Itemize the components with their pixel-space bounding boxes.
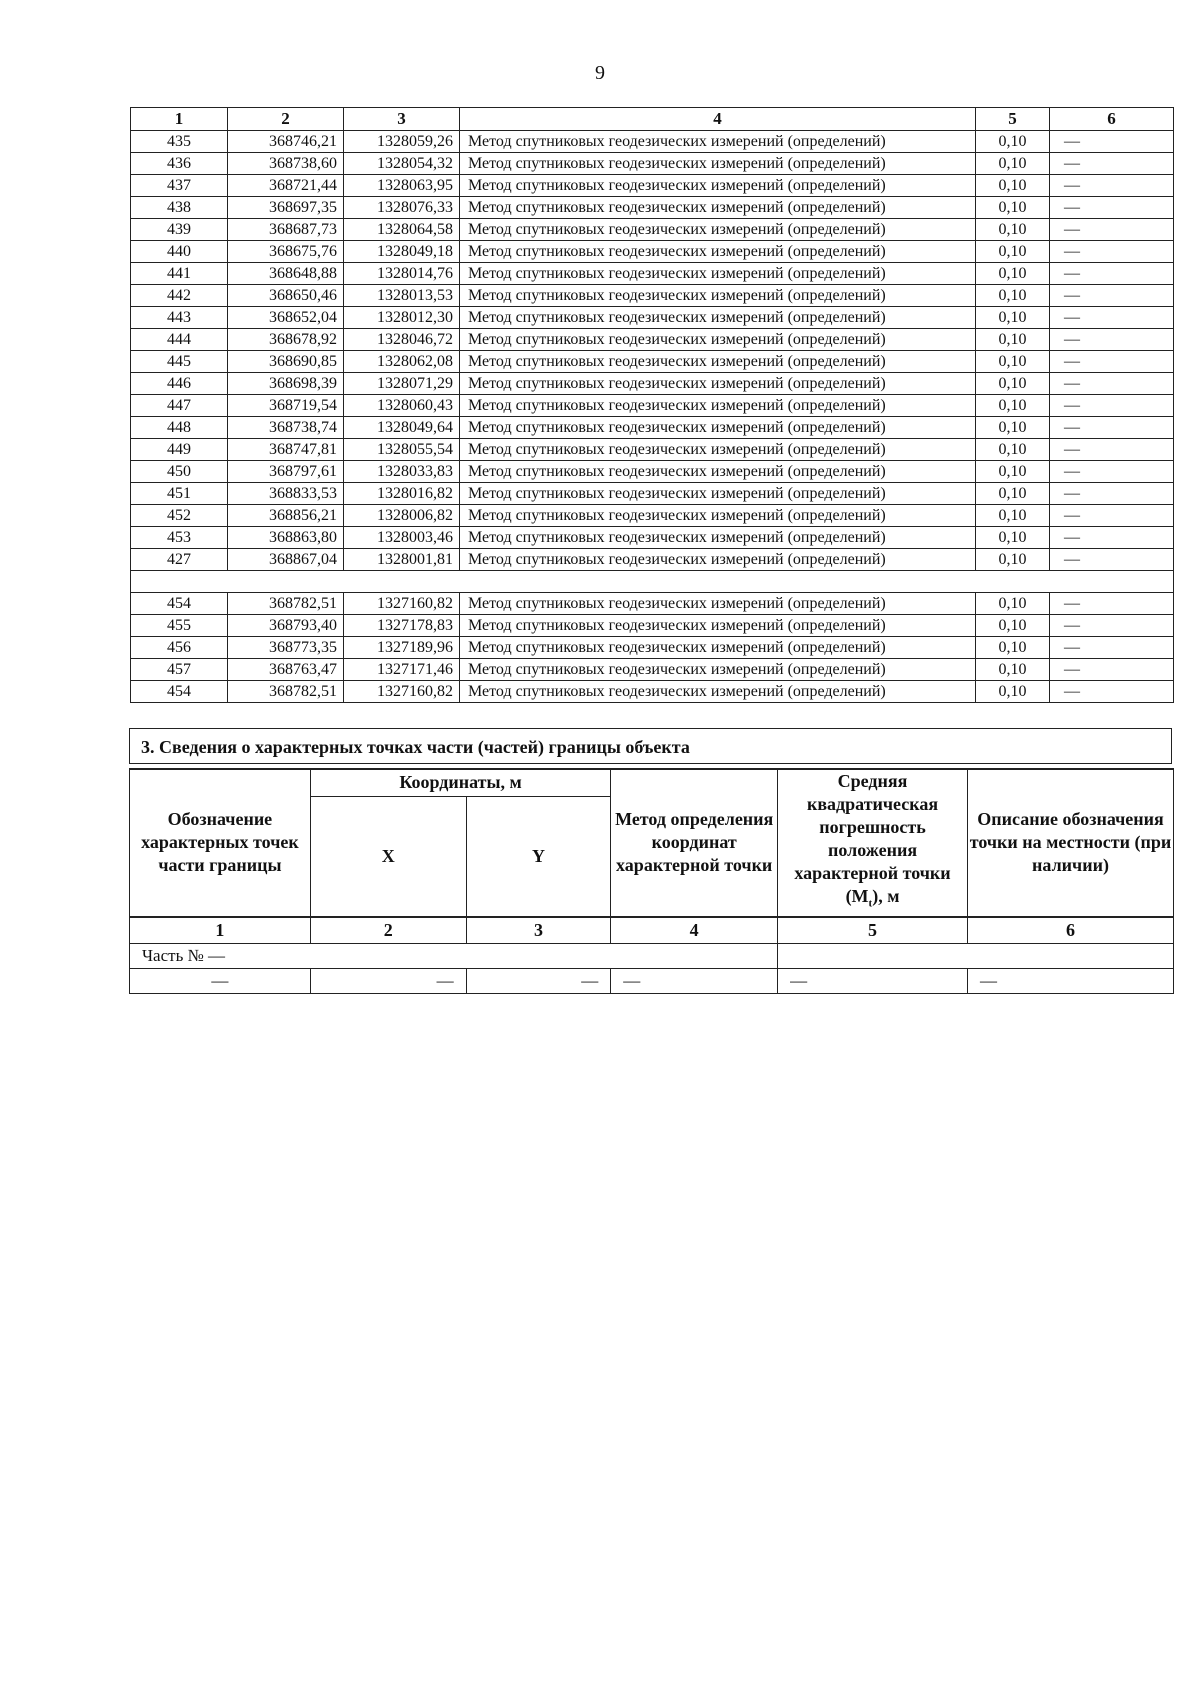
description-cell: —: [1050, 615, 1174, 637]
num-col-2: 2: [310, 917, 466, 944]
y-coordinate-cell: 1328059,26: [344, 131, 460, 153]
point-number-cell: 438: [131, 197, 228, 219]
y-coordinate-cell: 1328076,33: [344, 197, 460, 219]
y-coordinate-cell: 1328064,58: [344, 219, 460, 241]
header-error-main: Средняя квадратическая погрешность положения характерной точки (M: [794, 771, 951, 906]
table-row: [131, 329, 1174, 351]
description-cell: —: [1050, 351, 1174, 373]
point-number-cell: 454: [131, 681, 228, 703]
x-coordinate-cell: 368763,47: [228, 659, 344, 681]
table-row: [131, 615, 1174, 637]
point-number-cell: 447: [131, 395, 228, 417]
accuracy-cell: 0,10: [976, 131, 1050, 153]
table-row: [131, 219, 1174, 241]
accuracy-cell: 0,10: [976, 285, 1050, 307]
description-cell: —: [1050, 175, 1174, 197]
coordinates-table-body: [131, 131, 1174, 703]
method-cell: Метод спутниковых геодезических измерений (определений): [460, 681, 976, 703]
part-empty-row: [130, 968, 1174, 993]
accuracy-cell: 0,10: [976, 395, 1050, 417]
method-cell: Метод спутниковых геодезических измерений (определений): [460, 153, 976, 175]
y-coordinate-cell: 1328003,46: [344, 527, 460, 549]
accuracy-cell: 0,10: [976, 527, 1050, 549]
x-coordinate-cell: 368797,61: [228, 461, 344, 483]
description-cell: —: [1050, 263, 1174, 285]
y-coordinate-cell: 1328049,18: [344, 241, 460, 263]
table-row: [131, 175, 1174, 197]
accuracy-cell: 0,10: [976, 175, 1050, 197]
header-col-3: 3: [344, 108, 460, 131]
x-coordinate-cell: 368863,80: [228, 527, 344, 549]
header-col-6: 6: [1050, 108, 1174, 131]
empty-cell-5: —: [778, 968, 968, 993]
y-coordinate-cell: 1328013,53: [344, 285, 460, 307]
table-row: [131, 483, 1174, 505]
y-coordinate-cell: 1327189,96: [344, 637, 460, 659]
x-coordinate-cell: 368687,73: [228, 219, 344, 241]
description-cell: —: [1050, 461, 1174, 483]
point-number-cell: 454: [131, 593, 228, 615]
x-coordinate-cell: 368648,88: [228, 263, 344, 285]
x-coordinate-cell: 368697,35: [228, 197, 344, 219]
group-separator-cell: [131, 571, 1174, 593]
table-row: [131, 549, 1174, 571]
accuracy-cell: 0,10: [976, 483, 1050, 505]
part-label-row: [130, 943, 1174, 968]
point-number-cell: 437: [131, 175, 228, 197]
description-cell: —: [1050, 307, 1174, 329]
empty-cell-3: —: [466, 968, 611, 993]
table-row: [131, 197, 1174, 219]
method-cell: Метод спутниковых геодезических измерений (определений): [460, 417, 976, 439]
point-number-cell: 445: [131, 351, 228, 373]
accuracy-cell: 0,10: [976, 439, 1050, 461]
method-cell: Метод спутниковых геодезических измерений (определений): [460, 175, 976, 197]
part-table-header-row-1: [130, 769, 1174, 796]
method-cell: Метод спутниковых геодезических измерений (определений): [460, 263, 976, 285]
section-3-title: 3. Сведения о характерных точках части (частей) границы объекта: [129, 728, 1172, 764]
empty-cell-6: —: [967, 968, 1173, 993]
description-cell: —: [1050, 417, 1174, 439]
accuracy-cell: 0,10: [976, 241, 1050, 263]
x-coordinate-cell: 368782,51: [228, 593, 344, 615]
table-row: [131, 263, 1174, 285]
part-table-number-row: [130, 917, 1174, 944]
method-cell: Метод спутниковых геодезических измерений (определений): [460, 527, 976, 549]
x-coordinate-cell: 368738,60: [228, 153, 344, 175]
y-coordinate-cell: 1328001,81: [344, 549, 460, 571]
description-cell: —: [1050, 439, 1174, 461]
table-row: [131, 439, 1174, 461]
header-col-5: 5: [976, 108, 1050, 131]
header-coordinates: Координаты, м: [310, 769, 610, 796]
y-coordinate-cell: 1328046,72: [344, 329, 460, 351]
table-row: [131, 593, 1174, 615]
x-coordinate-cell: 368747,81: [228, 439, 344, 461]
y-coordinate-cell: 1328012,30: [344, 307, 460, 329]
header-error-tail: ), м: [872, 886, 900, 906]
point-number-cell: 452: [131, 505, 228, 527]
x-coordinate-cell: 368678,92: [228, 329, 344, 351]
x-coordinate-cell: 368867,04: [228, 549, 344, 571]
empty-cell-2: —: [310, 968, 466, 993]
accuracy-cell: 0,10: [976, 659, 1050, 681]
header-error: [778, 769, 968, 917]
method-cell: Метод спутниковых геодезических измерений (определений): [460, 637, 976, 659]
point-number-cell: 453: [131, 527, 228, 549]
x-coordinate-cell: 368721,44: [228, 175, 344, 197]
accuracy-cell: 0,10: [976, 197, 1050, 219]
table-row: [131, 351, 1174, 373]
header-error-subscript: t: [868, 897, 873, 910]
method-cell: Метод спутниковых геодезических измерений (определений): [460, 197, 976, 219]
header-y: Y: [466, 796, 611, 917]
method-cell: Метод спутниковых геодезических измерений (определений): [460, 659, 976, 681]
num-col-1: 1: [130, 917, 311, 944]
accuracy-cell: 0,10: [976, 329, 1050, 351]
table-row: [131, 307, 1174, 329]
description-cell: —: [1050, 549, 1174, 571]
table-row: [131, 681, 1174, 703]
point-number-cell: 435: [131, 131, 228, 153]
method-cell: Метод спутниковых геодезических измерений (определений): [460, 483, 976, 505]
method-cell: Метод спутниковых геодезических измерений (определений): [460, 373, 976, 395]
accuracy-cell: 0,10: [976, 153, 1050, 175]
point-number-cell: 427: [131, 549, 228, 571]
method-cell: Метод спутниковых геодезических измерений (определений): [460, 219, 976, 241]
method-cell: Метод спутниковых геодезических измерений (определений): [460, 307, 976, 329]
accuracy-cell: 0,10: [976, 263, 1050, 285]
table-row: [131, 285, 1174, 307]
y-coordinate-cell: 1328049,64: [344, 417, 460, 439]
x-coordinate-cell: 368738,74: [228, 417, 344, 439]
y-coordinate-cell: 1328016,82: [344, 483, 460, 505]
description-cell: —: [1050, 153, 1174, 175]
y-coordinate-cell: 1328006,82: [344, 505, 460, 527]
accuracy-cell: 0,10: [976, 637, 1050, 659]
table-header-row: [131, 108, 1174, 131]
description-cell: —: [1050, 395, 1174, 417]
empty-cell-1: —: [130, 968, 311, 993]
point-number-cell: 450: [131, 461, 228, 483]
point-number-cell: 456: [131, 637, 228, 659]
header-col-4: 4: [460, 108, 976, 131]
description-cell: —: [1050, 593, 1174, 615]
description-cell: —: [1050, 505, 1174, 527]
x-coordinate-cell: 368650,46: [228, 285, 344, 307]
method-cell: Метод спутниковых геодезических измерений (определений): [460, 241, 976, 263]
y-coordinate-cell: 1328060,43: [344, 395, 460, 417]
method-cell: Метод спутниковых геодезических измерений (определений): [460, 329, 976, 351]
y-coordinate-cell: 1328071,29: [344, 373, 460, 395]
description-cell: —: [1050, 329, 1174, 351]
y-coordinate-cell: 1327178,83: [344, 615, 460, 637]
accuracy-cell: 0,10: [976, 681, 1050, 703]
point-number-cell: 451: [131, 483, 228, 505]
method-cell: Метод спутниковых геодезических измерений (определений): [460, 395, 976, 417]
description-cell: —: [1050, 373, 1174, 395]
method-cell: Метод спутниковых геодезических измерений (определений): [460, 439, 976, 461]
table-row: [131, 373, 1174, 395]
header-designation: Обозначение характерных точек части границы: [130, 769, 311, 917]
description-cell: —: [1050, 637, 1174, 659]
point-number-cell: 436: [131, 153, 228, 175]
accuracy-cell: 0,10: [976, 549, 1050, 571]
x-coordinate-cell: 368793,40: [228, 615, 344, 637]
point-number-cell: 442: [131, 285, 228, 307]
x-coordinate-cell: 368652,04: [228, 307, 344, 329]
table-row: [131, 659, 1174, 681]
header-col-2: 2: [228, 108, 344, 131]
table-row: [131, 241, 1174, 263]
table-row: [131, 505, 1174, 527]
accuracy-cell: 0,10: [976, 505, 1050, 527]
y-coordinate-cell: 1328054,32: [344, 153, 460, 175]
method-cell: Метод спутниковых геодезических измерений (определений): [460, 593, 976, 615]
header-description: Описание обозначения точки на местности (при наличии): [967, 769, 1173, 917]
description-cell: —: [1050, 285, 1174, 307]
method-cell: Метод спутниковых геодезических измерений (определений): [460, 461, 976, 483]
table-row: [131, 527, 1174, 549]
part-label-empty: [778, 943, 1174, 968]
description-cell: —: [1050, 659, 1174, 681]
method-cell: Метод спутниковых геодезических измерений (определений): [460, 285, 976, 307]
point-number-cell: 449: [131, 439, 228, 461]
point-number-cell: 446: [131, 373, 228, 395]
point-number-cell: 457: [131, 659, 228, 681]
accuracy-cell: 0,10: [976, 417, 1050, 439]
point-number-cell: 444: [131, 329, 228, 351]
method-cell: Метод спутниковых геодезических измерений (определений): [460, 351, 976, 373]
num-col-3: 3: [466, 917, 611, 944]
num-col-6: 6: [967, 917, 1173, 944]
x-coordinate-cell: 368719,54: [228, 395, 344, 417]
group-separator-row: [131, 571, 1174, 593]
point-number-cell: 455: [131, 615, 228, 637]
header-method: Метод определения координат характерной точки: [611, 769, 778, 917]
part-label: Часть № —: [130, 943, 778, 968]
x-coordinate-cell: 368675,76: [228, 241, 344, 263]
point-number-cell: 439: [131, 219, 228, 241]
point-number-cell: 441: [131, 263, 228, 285]
method-cell: Метод спутниковых геодезических измерений (определений): [460, 131, 976, 153]
num-col-4: 4: [611, 917, 778, 944]
accuracy-cell: 0,10: [976, 615, 1050, 637]
y-coordinate-cell: 1328062,08: [344, 351, 460, 373]
header-x: X: [310, 796, 466, 917]
point-number-cell: 443: [131, 307, 228, 329]
description-cell: —: [1050, 197, 1174, 219]
accuracy-cell: 0,10: [976, 373, 1050, 395]
y-coordinate-cell: 1328055,54: [344, 439, 460, 461]
y-coordinate-cell: 1328063,95: [344, 175, 460, 197]
description-cell: —: [1050, 241, 1174, 263]
accuracy-cell: 0,10: [976, 593, 1050, 615]
table-row: [131, 417, 1174, 439]
point-number-cell: 448: [131, 417, 228, 439]
description-cell: —: [1050, 131, 1174, 153]
coordinates-table: [130, 107, 1174, 703]
x-coordinate-cell: 368773,35: [228, 637, 344, 659]
description-cell: —: [1050, 527, 1174, 549]
part-points-table: [129, 768, 1174, 994]
x-coordinate-cell: 368782,51: [228, 681, 344, 703]
accuracy-cell: 0,10: [976, 461, 1050, 483]
method-cell: Метод спутниковых геодезических измерений (определений): [460, 549, 976, 571]
description-cell: —: [1050, 681, 1174, 703]
point-number-cell: 440: [131, 241, 228, 263]
description-cell: —: [1050, 483, 1174, 505]
table-row: [131, 395, 1174, 417]
method-cell: Метод спутниковых геодезических измерений (определений): [460, 615, 976, 637]
page-number: 9: [595, 62, 605, 84]
accuracy-cell: 0,10: [976, 307, 1050, 329]
header-col-1: 1: [131, 108, 228, 131]
y-coordinate-cell: 1327171,46: [344, 659, 460, 681]
accuracy-cell: 0,10: [976, 219, 1050, 241]
description-cell: —: [1050, 219, 1174, 241]
x-coordinate-cell: 368856,21: [228, 505, 344, 527]
y-coordinate-cell: 1327160,82: [344, 593, 460, 615]
x-coordinate-cell: 368690,85: [228, 351, 344, 373]
table-row: [131, 131, 1174, 153]
y-coordinate-cell: 1328014,76: [344, 263, 460, 285]
table-row: [131, 637, 1174, 659]
y-coordinate-cell: 1327160,82: [344, 681, 460, 703]
y-coordinate-cell: 1328033,83: [344, 461, 460, 483]
num-col-5: 5: [778, 917, 968, 944]
x-coordinate-cell: 368833,53: [228, 483, 344, 505]
table-row: [131, 461, 1174, 483]
table-row: [131, 153, 1174, 175]
x-coordinate-cell: 368698,39: [228, 373, 344, 395]
method-cell: Метод спутниковых геодезических измерений (определений): [460, 505, 976, 527]
empty-cell-4: —: [611, 968, 778, 993]
x-coordinate-cell: 368746,21: [228, 131, 344, 153]
accuracy-cell: 0,10: [976, 351, 1050, 373]
